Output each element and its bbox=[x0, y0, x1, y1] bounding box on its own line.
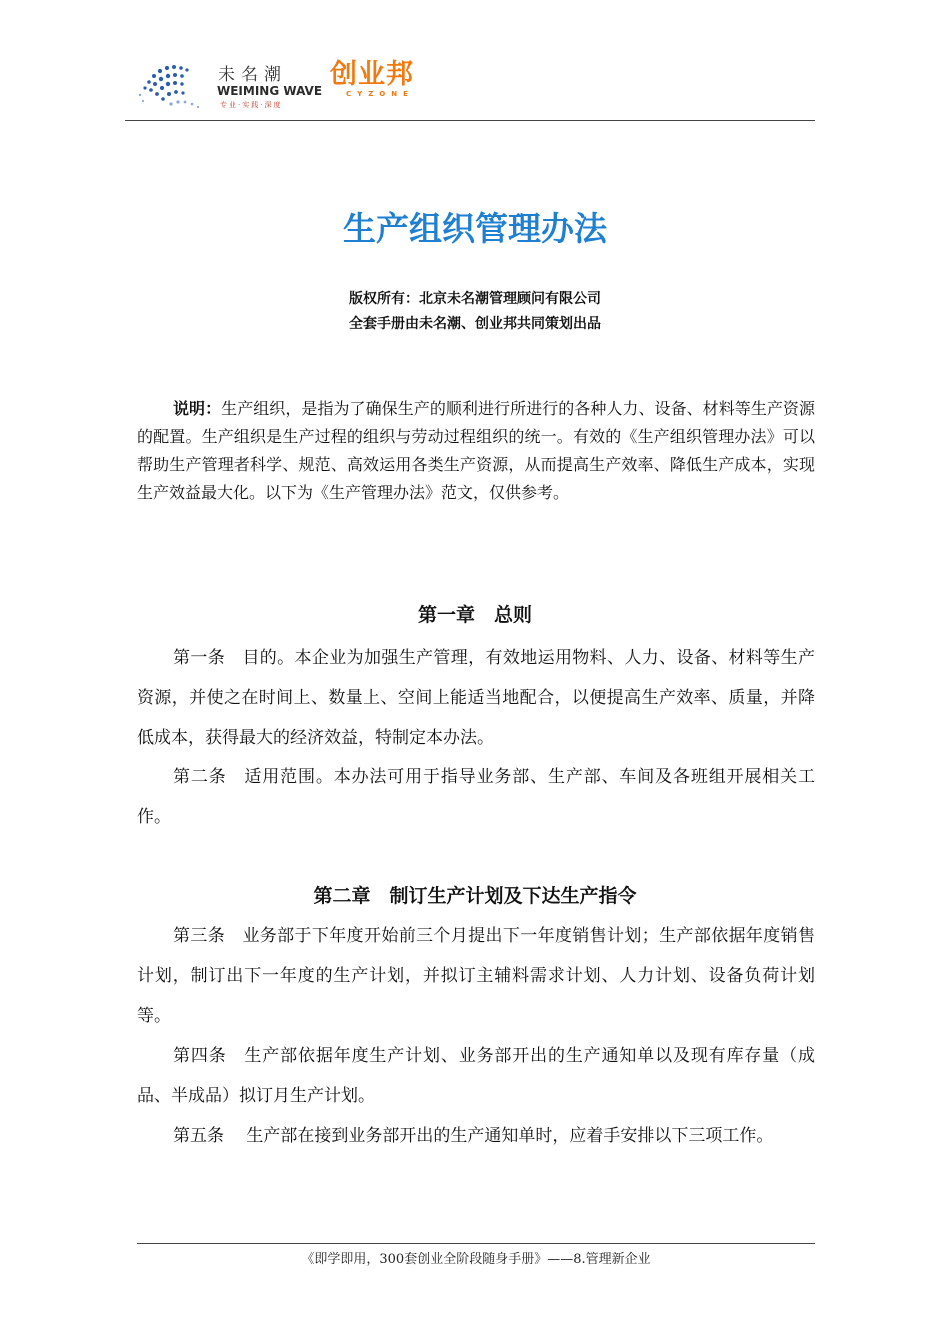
note-text: 生产组织，是指为了确保生产的顺利进行所进行的各种人力、设备、材料等生产资源的配置。生产组织是生产过程的组织与劳动过程组织的统一。有效的《生产组织管理办法》可以帮助生产管理者科学、规范、高效运用各类生产资源，从而提高生产效率、降低生产成本，实现生产效益最大化。以下为《生产管理办法》范文，仅供参考。 bbox=[137, 399, 815, 502]
document-title: 生产组织管理办法 bbox=[343, 209, 607, 248]
article-2: 第二条 适用范围。本办法可用于指导业务部、生产部、车间及各班组开展相关工作。 bbox=[137, 767, 815, 827]
description-note bbox=[137, 395, 815, 507]
chapter-1-heading: 第一章 总则 bbox=[417, 604, 532, 626]
logo-cn-text: 未名潮 bbox=[218, 65, 287, 85]
copyright-block bbox=[0, 287, 950, 337]
page-footer: 《即学即用，300套创业全阶段随身手册》——8.管理新企业 bbox=[137, 1243, 815, 1267]
logo-en-text: WEIMING WAVE bbox=[217, 84, 323, 98]
logo-tagline: 专业·实践·深度 bbox=[220, 101, 283, 109]
article-3: 第三条 业务部于下年度开始前三个月提出下一年度销售计划；生产部依据年度销售计划，制订出下一年度的生产计划，并拟订主辅料需求计划、人力计划、设备负荷计划等。 bbox=[137, 926, 815, 1026]
page-header bbox=[125, 50, 815, 121]
article-5: 第五条 生产部在接到业务部开出的生产通知单时，应着手安排以下三项工作。 bbox=[173, 1126, 774, 1146]
weiming-wave-logo-icon bbox=[135, 58, 213, 114]
cyzone-logo-cn: 创业邦 bbox=[330, 59, 414, 90]
cyzone-logo bbox=[330, 60, 414, 98]
article-1: 第一条 目的。本企业为加强生产管理，有效地运用物料、人力、设备、材料等生产资源，并使之在时间上、数量上、空间上能适当地配合，以便提高生产效率、质量，并降低成本，获得最大的经济效益，特制定本办法。 bbox=[137, 648, 815, 748]
copyright-line-2: 全套手册由未名潮、创业邦共同策划出品 bbox=[349, 316, 601, 332]
article-4: 第四条 生产部依据年度生产计划、业务部开出的生产通知单以及现有库存量（成品、半成品）拟订月生产计划。 bbox=[137, 1046, 815, 1106]
cyzone-logo-en: CYZONE bbox=[346, 90, 414, 98]
note-label: 说明： bbox=[173, 399, 222, 418]
chapter-2-heading: 第二章 制订生产计划及下达生产指令 bbox=[313, 885, 637, 907]
copyright-line-1: 版权所有：北京未名潮管理顾问有限公司 bbox=[349, 291, 601, 307]
